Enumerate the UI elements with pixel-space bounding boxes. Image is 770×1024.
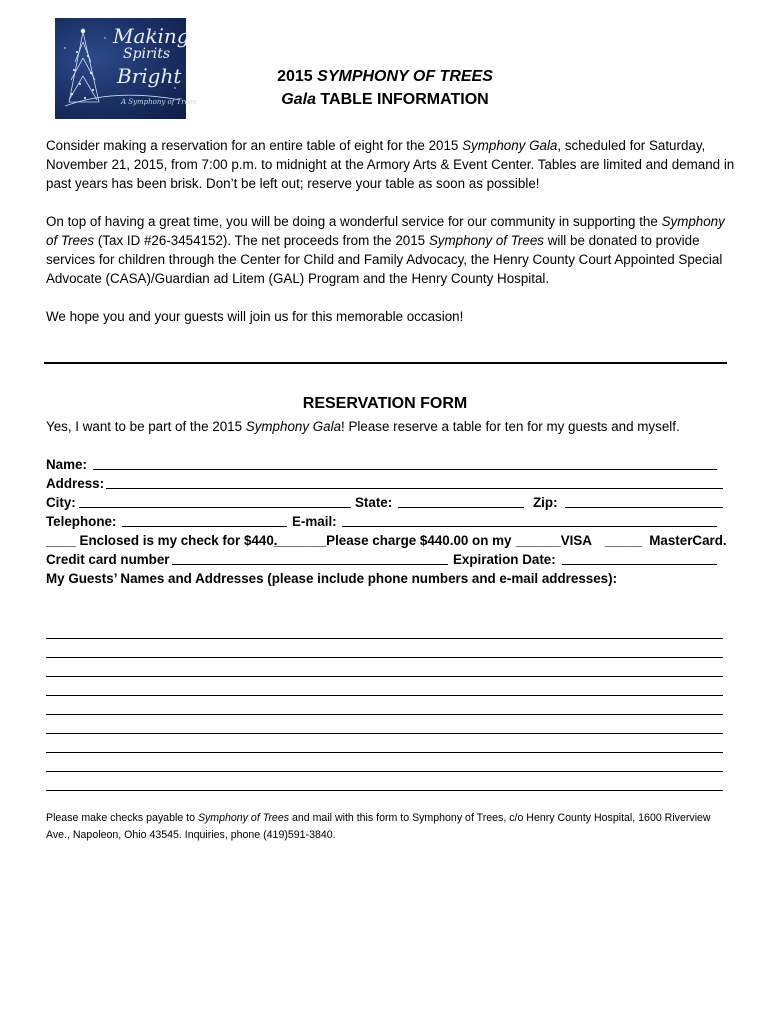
form-intro-b: ! Please reserve a table for ten for my guests and myself.	[341, 419, 680, 434]
guest-line[interactable]	[46, 696, 723, 715]
guests-label: My Guests’ Names and Addresses (please include phone numbers and e-mail addresses):	[46, 571, 618, 586]
telephone-field[interactable]	[122, 526, 287, 527]
form-intro-italic: Symphony Gala	[245, 419, 342, 434]
logo-text-bright: Bright	[117, 64, 182, 88]
p2-italic-2: Symphony of Trees	[428, 233, 544, 248]
intro-paragraph-service	[46, 212, 736, 288]
guest-line[interactable]	[46, 677, 723, 696]
title-table-information: TABLE INFORMATION	[315, 91, 489, 108]
telephone-label: Telephone:	[46, 514, 117, 529]
check-blank[interactable]: ____	[46, 533, 76, 548]
address-row	[46, 474, 736, 493]
guest-line[interactable]	[46, 772, 723, 791]
name-row	[46, 455, 736, 474]
footer-text-b: and mail with this form to Symphony of Trees, c/o Henry County Hospital, 1600 Riverview Ave., Napoleon, Ohio 43545. Inquiries, phone (419)591-3840.	[46, 812, 711, 841]
charge-option[interactable]	[274, 531, 512, 550]
guest-line[interactable]	[46, 715, 723, 734]
visa-option[interactable]	[516, 531, 592, 550]
charge-label: Please charge $440.00 on my	[326, 533, 512, 548]
mastercard-blank[interactable]: _____	[605, 533, 643, 548]
expiration-label: Expiration Date:	[453, 552, 556, 567]
city-field[interactable]	[79, 507, 351, 508]
guest-line[interactable]	[46, 734, 723, 753]
address-label: Address:	[46, 476, 105, 491]
credit-card-row	[46, 550, 736, 569]
intro-paragraph-reservation	[46, 136, 736, 193]
charge-blank[interactable]: _______	[274, 533, 327, 548]
page-title-line2	[190, 89, 580, 111]
p2-text-c: will be donated to provide services for children through the Center for Child and Family Advocacy, the Henry County Court Appointed Special Advocate (CASA)/Guardian ad Litem (GAL) Program and the Henry County Hospital.	[46, 233, 723, 286]
state-field[interactable]	[398, 507, 524, 508]
address-field[interactable]	[106, 488, 723, 489]
logo-text-spirits: Spirits	[123, 46, 171, 62]
logo-subtitle: A Symphony of Trees	[121, 98, 197, 106]
making-spirits-bright-logo	[55, 18, 197, 119]
title-gala: Gala	[281, 91, 316, 108]
guest-line[interactable]	[46, 658, 723, 677]
check-option[interactable]	[46, 531, 278, 550]
p2-text-b: (Tax ID #26-3454152). The net proceeds from the 2015	[94, 233, 429, 248]
logo-text-making: Making	[113, 24, 190, 48]
telephone-email-row	[46, 512, 736, 531]
p2-text-a: On top of having a great time, you will be doing a wonderful service for our community in supporting the	[46, 214, 662, 229]
reservation-fields	[46, 455, 736, 588]
guest-line[interactable]	[46, 620, 723, 639]
city-label: City:	[46, 495, 76, 510]
p1-text-b: , scheduled for Saturday, November 21, 2015, from 7:00 p.m. to midnight at the Armory Arts & Event Center. Tables are limited and demand in past years has been brisk. Don’t be left out; reserve your table as soon as possible!	[46, 138, 735, 191]
city-state-zip-row	[46, 493, 736, 512]
zip-field[interactable]	[565, 507, 723, 508]
zip-label: Zip:	[533, 495, 558, 510]
payment-row	[46, 531, 736, 550]
mastercard-option[interactable]	[605, 531, 727, 550]
page-title-line1	[190, 66, 580, 88]
section-divider	[44, 362, 727, 364]
title-event-name: SYMPHONY OF TREES	[317, 68, 493, 85]
p2-italic-1: Symphony of Trees	[46, 214, 725, 248]
form-intro-a: Yes, I want to be part of the 2015	[46, 419, 246, 434]
footer-text-a: Please make checks payable to	[46, 812, 198, 824]
state-label: State:	[355, 495, 393, 510]
expiration-field[interactable]	[562, 564, 717, 565]
reservation-form-intro	[46, 417, 680, 436]
check-label: Enclosed is my check for $440.	[75, 533, 278, 548]
credit-card-label: Credit card number	[46, 552, 170, 567]
intro-paragraph-hope: We hope you and your guests will join us for this memorable occasion!	[46, 309, 464, 324]
footer-italic: Symphony of Trees	[197, 812, 290, 824]
guest-line[interactable]	[46, 639, 723, 658]
name-label: Name:	[46, 457, 87, 472]
guest-lines	[46, 620, 723, 791]
visa-blank[interactable]: ______	[516, 533, 561, 548]
email-label: E-mail:	[292, 514, 337, 529]
p1-italic: Symphony Gala	[462, 138, 558, 153]
mastercard-label: MasterCard.	[649, 533, 727, 548]
reservation-form-title: RESERVATION FORM	[302, 395, 468, 412]
credit-card-field[interactable]	[172, 564, 448, 565]
guest-line[interactable]	[46, 753, 723, 772]
email-field[interactable]	[342, 526, 717, 527]
guests-label-row	[46, 569, 736, 588]
name-field[interactable]	[93, 469, 717, 470]
title-year: 2015	[277, 68, 318, 85]
mailing-instructions	[46, 810, 736, 844]
p1-text-a: Consider making a reservation for an entire table of eight for the 2015	[46, 138, 463, 153]
visa-label: VISA	[560, 533, 592, 548]
